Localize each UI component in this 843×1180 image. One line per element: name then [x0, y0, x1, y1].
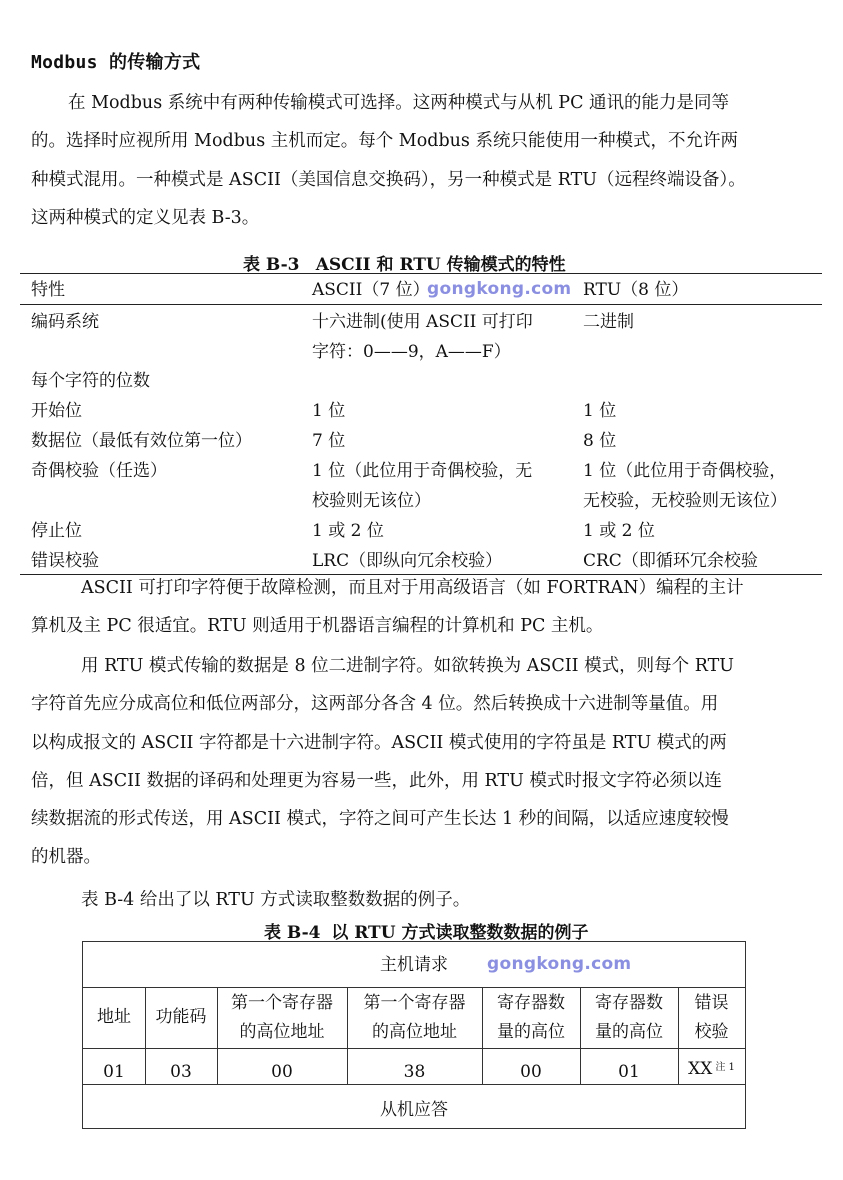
- header-cell: 寄存器数 量的高位: [497, 993, 565, 1042]
- table-cell: 1 位（此位用于奇偶校验，无 校验则无该位）: [312, 461, 533, 511]
- header-cell: 错误 校验: [694, 993, 729, 1042]
- table-cell: 1 位: [583, 401, 617, 421]
- value-cell: 01: [103, 1062, 125, 1082]
- value-cell: 00: [520, 1062, 542, 1082]
- paragraph: [31, 569, 804, 646]
- table-top-rule: [20, 273, 822, 274]
- paragraph-line: 算机及主 PC 很适宜。RTU 则适用于机器语言编程的计算机和 PC 主机。: [31, 616, 604, 637]
- intro-line: 在 Modbus 系统中有两种传输模式可选择。这两种模式与从机 PC 通讯的能力是同等: [68, 93, 730, 113]
- header-cell: 第一个寄存器 的高位地址: [231, 993, 333, 1042]
- paragraph: [31, 881, 804, 919]
- paragraph-line: 字符首先应分成高位和低位两部分，这两部分各含 4 位。然后转换成十六进制等量值。用: [31, 694, 719, 715]
- table-cell: 二进制: [583, 312, 634, 332]
- intro-line: 这两种模式的定义见表 B-3。: [31, 207, 260, 228]
- value-cell: 38: [403, 1062, 426, 1082]
- table-cell: LRC（即纵向冗余校验）: [312, 551, 503, 571]
- table-b4-caption: [264, 918, 588, 943]
- paragraph-line: 表 B-4 给出了以 RTU 方式读取整数数据的例子。: [81, 890, 471, 910]
- paragraph-line: 倍，但 ASCII 数据的译码和处理更为容易一些，此外，用 RTU 模式时报文字符必须以连: [31, 770, 722, 791]
- value-cell: 03: [170, 1062, 192, 1082]
- table-cell: 每个字符的位数: [31, 371, 150, 391]
- value-cell: 00: [271, 1062, 293, 1082]
- value-cell: 01: [618, 1062, 640, 1082]
- table-cell: 数据位（最低有效位第一位）: [31, 431, 252, 451]
- section-request: 主机请求: [380, 955, 448, 975]
- footnote-marker: 注 1: [715, 1062, 735, 1073]
- header-cell: 特性: [31, 280, 65, 300]
- intro-paragraph: [31, 84, 804, 237]
- table-cell: 1 位（此位用于奇偶校验， 无校验，无校验则无该位）: [583, 461, 787, 511]
- intro-line: 种模式混用。一种模式是 ASCII（美国信息交换码），另一种模式是 RTU（远程终端设备）。: [31, 169, 746, 190]
- table-b3-caption-prefix: 表 B-3: [243, 255, 300, 275]
- watermark: gongkong.com: [487, 954, 632, 974]
- table-cell: 1 或 2 位: [312, 521, 384, 541]
- header-cell: 寄存器数 量的高位: [595, 993, 663, 1042]
- header-cell: ASCII（7 位）: [312, 280, 430, 300]
- paragraph-line: 用 RTU 模式传输的数据是 8 位二进制字符。如欲转换为 ASCII 模式，则每个 RTU: [81, 656, 734, 676]
- watermark: gongkong.com: [427, 279, 572, 299]
- paragraph-line: 以构成报文的 ASCII 字符都是十六进制字符。ASCII 模式使用的字符虽是 RTU 模式的两: [31, 732, 727, 753]
- value-cell: [678, 1055, 745, 1084]
- table-cell: 开始位: [31, 401, 82, 421]
- table-cell: 1 位: [312, 401, 346, 421]
- paragraph-line: ASCII 可打印字符便于故障检测，而且对于用高级语言（如 FORTRAN）编程的主计: [81, 578, 744, 598]
- table-rule: [83, 1048, 745, 1049]
- table-cell: 8 位: [583, 431, 617, 451]
- header-cell: 功能码: [155, 1007, 207, 1027]
- table-b3-caption-title: ASCII 和 RTU 传输模式的特性: [315, 255, 566, 275]
- table-cell: 7 位: [312, 431, 346, 451]
- paragraph-line: 的机器。: [31, 847, 101, 868]
- table-cell: 停止位: [31, 521, 82, 541]
- section-response: 从机应答: [380, 1100, 448, 1120]
- paragraph: [31, 647, 804, 877]
- header-cell: 第一个寄存器 的高位地址: [363, 993, 466, 1042]
- table-rule: [83, 987, 745, 988]
- table-cell: 十六进制(使用 ASCII 可打印 字符：0——9，A——F）: [312, 312, 533, 362]
- table-b3: [20, 273, 822, 575]
- table-cell: 1 或 2 位: [583, 521, 655, 541]
- header-cell: 地址: [97, 1007, 131, 1027]
- table-cell: 错误校验: [31, 551, 99, 571]
- header-cell: RTU（8 位）: [583, 280, 689, 300]
- paragraph-line: 续数据流的形式传送，用 ASCII 模式，字符之间可产生长达 1 秒的间隔，以适应速度较慢: [31, 809, 729, 830]
- table-cell: CRC（即循环冗余校验: [583, 551, 758, 571]
- section-heading: Modbus 的传输方式: [31, 52, 201, 73]
- table-cell: 编码系统: [31, 312, 99, 332]
- intro-line: 的。选择时应视所用 Modbus 主机而定。每个 Modbus 系统只能使用一种模式，不允许两: [31, 131, 738, 152]
- error-check-value: XX: [688, 1059, 713, 1079]
- table-b4: [82, 941, 746, 1129]
- table-b4-caption-title: 以 RTU 方式读取整数数据的例子: [331, 923, 589, 943]
- table-b3-caption: [243, 250, 566, 275]
- table-cell: 奇偶校验（任选）: [31, 461, 167, 481]
- table-b4-caption-prefix: 表 B-4: [264, 923, 321, 943]
